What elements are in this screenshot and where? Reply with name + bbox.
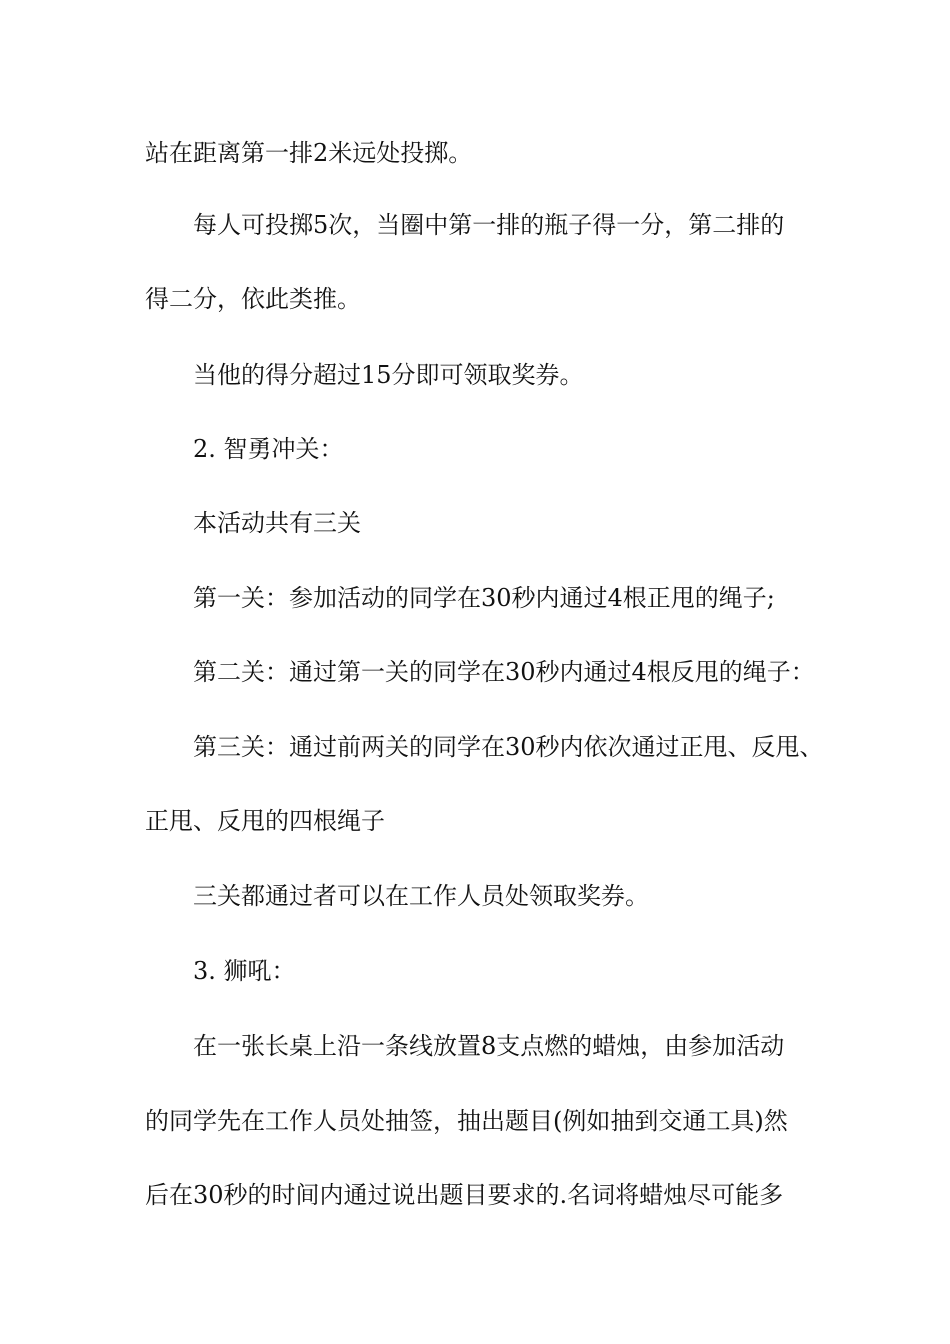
text-line: 正甩、反甩的四根绳子	[145, 807, 385, 835]
text-line: 在一张长桌上沿一条线放置8支点燃的蜡烛，由参加活动	[193, 1032, 785, 1060]
text-line: 第三关：通过前两关的同学在30秒内依次通过正甩、反甩、	[193, 733, 824, 761]
text-line: 后在30秒的时间内通过说出题目要求的.名词将蜡烛尽可能多	[145, 1181, 784, 1209]
section-heading: 2. 智勇冲关：	[193, 435, 344, 463]
section-heading: 3. 狮吼：	[193, 957, 296, 985]
text-line: 本活动共有三关	[193, 509, 361, 537]
text-line: 当他的得分超过15分即可领取奖券。	[193, 361, 584, 389]
text-line: 第一关：参加活动的同学在30秒内通过4根正甩的绳子;	[193, 584, 775, 612]
text-line: 第二关：通过第一关的同学在30秒内通过4根反甩的绳子：	[193, 658, 815, 686]
text-line: 三关都通过者可以在工作人员处领取奖券。	[193, 882, 649, 910]
text-line: 站在距离第一排2米远处投掷。	[145, 139, 473, 167]
text-line: 每人可投掷5次，当圈中第一排的瓶子得一分，第二排的	[193, 211, 785, 239]
text-line: 得二分，依此类推。	[145, 285, 361, 313]
text-line: 的同学先在工作人员处抽签，抽出题目(例如抽到交通工具)然	[145, 1107, 788, 1135]
